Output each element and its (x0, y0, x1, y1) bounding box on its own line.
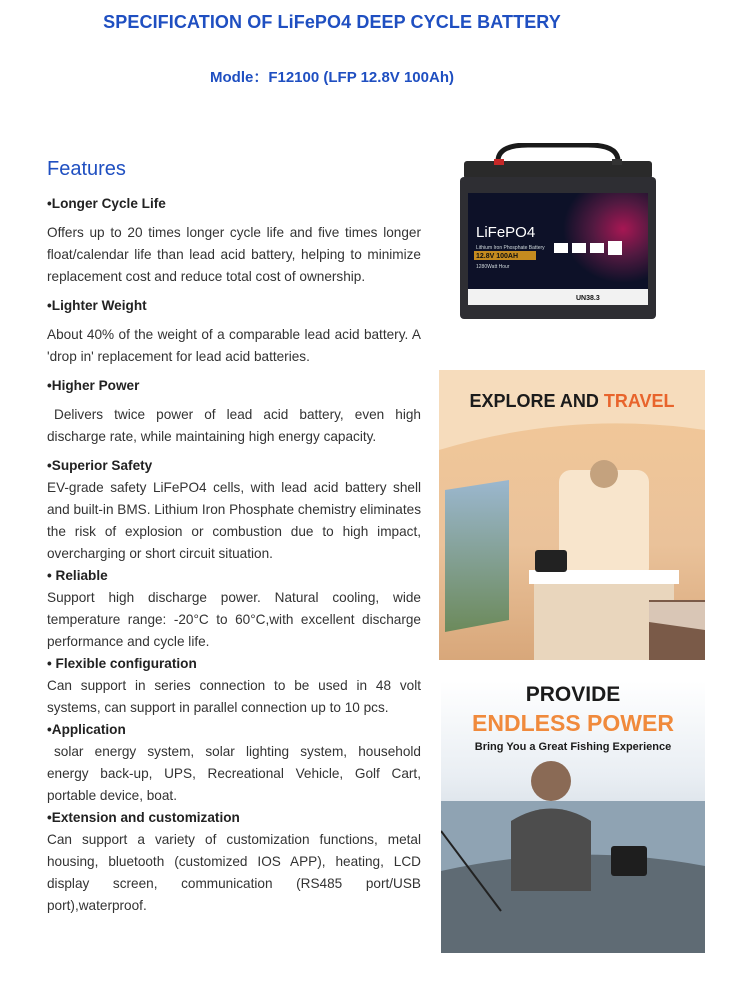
section-body: EV-grade safety LiFePO4 cells, with lead acid battery shell and built-in BMS. Lithium Iron Phosphate chemistry eliminates the risk of explosion or combustion due to high impact, overcharging or short circuit situation. (47, 480, 422, 561)
section-heading: •Lighter Weight (47, 298, 147, 313)
section-heading: •Higher Power (47, 378, 140, 393)
fishing-line1: PROVIDE (525, 683, 621, 706)
section-heading: •Longer Cycle Life (47, 196, 166, 211)
battery-energy: 1280Watt Hour (476, 264, 510, 270)
section-heading: •Application (47, 722, 126, 737)
fishing-line3: Bring You a Great Fishing Experience (474, 741, 672, 753)
section-body: Delivers twice power of lead acid battery, even high discharge rate, while maintaining high energy capacity. (47, 407, 421, 444)
battery-rating: 12.8V 100AH (476, 253, 519, 260)
section-heading: • Reliable (47, 568, 108, 583)
section-body: About 40% of the weight of a comparable lead acid battery. A 'drop in' replacement for lead acid batteries. (47, 327, 421, 364)
model-line: Modle：F12100 (LFP 12.8V 100Ah) (210, 69, 454, 86)
travel-caption (469, 391, 674, 411)
fishing-photo (441, 681, 705, 953)
section-body: Support high discharge power. Natural cooling, wide temperature range: -20°C to 60°C,with excellent discharge performance and cycle life. (47, 590, 421, 649)
features-heading: Features (47, 158, 126, 180)
document-title: SPECIFICATION OF LiFePO4 DEEP CYCLE BATTERY (103, 12, 561, 32)
section-heading: • Flexible configuration (47, 656, 197, 671)
battery-brand: LiFePO4 (476, 224, 536, 241)
battery-cert: UN38.3 (576, 295, 600, 302)
battery-subtitle: Lithium Iron Phosphate Battery (476, 245, 545, 251)
fishing-line2: ENDLESS POWER (472, 710, 674, 736)
features-list (47, 193, 421, 917)
section-body: Offers up to 20 times longer cycle life and five times longer float/calendar life than lead acid battery, helping to minimize replacement cost and reduce total cost of ownership. (47, 225, 421, 284)
battery-image (458, 143, 658, 321)
travel-photo (439, 370, 705, 660)
section-body: Can support in series connection to be used in 48 volt systems, can support in parallel connection up to 10 pcs. (47, 678, 421, 715)
section-heading: •Superior Safety (47, 458, 153, 473)
travel-caption-2: TRAVEL (603, 391, 675, 411)
section-heading: •Extension and customization (47, 810, 240, 825)
section-body: solar energy system, solar lighting system, household energy back-up, UPS, Recreational Vehicle, Golf Cart, portable device, boat. (47, 744, 421, 803)
travel-caption-1: EXPLORE AND (469, 391, 604, 411)
section-body: Can support a variety of customization functions, metal housing, bluetooth (customized IOS APP), heating, LCD display screen, communication (RS485 port/USB port),waterproof. (47, 832, 421, 913)
